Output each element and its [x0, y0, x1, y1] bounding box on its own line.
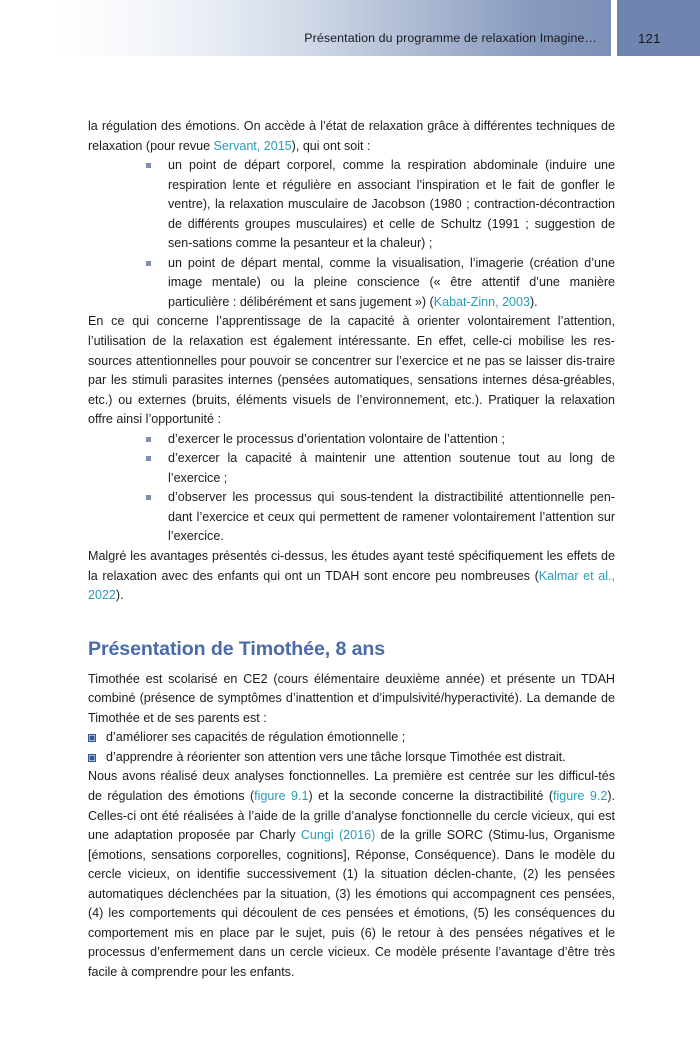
figure-link-9-1[interactable]: figure 9.1 — [254, 788, 309, 803]
list-item — [88, 728, 615, 748]
attention-paragraph: En ce qui concerne l’apprentissage de la capacité à orienter volontairement l’attention, l’utilisation de la relaxation est également intéressante. En effet, celle-ci mobilise les res-sources attentionnelles pour pouvoir se concentrer sur l’exercice et ne pas se laisser dis-traire par les stimuli parasites internes (pensées automatiques, sensations internes désa-gréables, etc.) ou externes (bruits, éléments visuels de l’environnement, etc.). Pratiquer la relaxation offre ainsi l’opportunité : — [88, 314, 615, 427]
list-item-text: un point de départ corporel, comme la respiration abdominale (induire une respiration lente et régulière en associant l’inspiration et le fait de gonfler le ventre), la relaxation musculaire de Jacobson (1980 ; contraction-décontraction de différents groupes musculaires) et celle de Schultz (1991 ; suggestion de sen-sations comme la pesanteur et la chaleur) ; — [168, 158, 615, 251]
list-item-text-before: un point de départ mental, comme la visualisation, l’imagerie (création d’une image mentale) ou la pleine conscience (« être attentif d’une manière particulière : délibérément et sans jugement ») ( — [168, 255, 615, 309]
tdah-studies-text-before: Malgré les avantages présentés ci-dessus, les études ayant testé spécifiquement les effets de la relaxation avec des enfants qui ont un TDAH sont encore peu nombreuses ( — [88, 549, 615, 583]
citation-link-kabat-zinn[interactable]: Kabat-Zinn, 2003 — [433, 294, 530, 309]
tdah-studies-paragraph — [88, 547, 615, 606]
functional-analysis-text-2: ) et la seconde concerne la distractibilité ( — [308, 788, 554, 803]
functional-analysis-text-3: ). Celles-ci ont été réalisées à l’aide de la grille d’analyse fonctionnelle du cercle vicieux, qui est une adaptation proposée par Charly — [88, 788, 615, 843]
intro-paragraph-text-after: ), qui ont soit : — [291, 138, 371, 153]
page-running-head — [0, 0, 700, 56]
list-item-text-after: ). — [529, 294, 538, 309]
page-body-column — [88, 117, 615, 982]
list-item — [145, 156, 615, 254]
intro-paragraph — [88, 117, 615, 156]
list-item — [145, 488, 615, 547]
header-gradient-band — [0, 0, 611, 56]
list-item-text: d’apprendre à réorienter son attention vers une tâche lorsque Timothée est distrait. — [106, 749, 566, 764]
relaxation-opportunities-list — [88, 430, 615, 547]
list-item — [88, 748, 615, 768]
heading-spacer-bottom — [88, 662, 615, 670]
figure-link-9-2[interactable]: figure 9.2 — [553, 788, 608, 803]
functional-analysis-text-4: de la grille SORC (Stimu-lus, Organisme [émotions, sensations corporelles, cognitions], Réponse, Conséquence). Dans le modèle du cercle vicieux, on identifie successivement (1) la situation déclen-chante, (2) les pensées automatiques déclenchées par la situation, (3) les émotions qui accompagnent ces pensées, (4) les comportements qui découlent de ces pensées et émotions, (5) les conséquences du comportement mis en place par le sujet, puis (6) le retour à des pensées négatives et le processus d’enfermement dans un cercle vicieux. Ce modèle présente l’avantage d’être très facile à comprendre pour les enfants. — [88, 828, 615, 979]
citation-link-kalmar[interactable]: Kalmar et al., 2022 — [88, 568, 615, 603]
page-number-box — [617, 0, 700, 56]
timothee-description-paragraph: Timothée est scolarisé en CE2 (cours élémentaire deuxième année) et présente un TDAH combiné (présence de symptômes d’inattention et d’impulsivité/hyperactivité). La demande de Timothée et de ses parents est : — [88, 671, 615, 725]
list-item-text: d’exercer le processus d’orientation volontaire de l’attention ; — [168, 431, 505, 446]
section-heading-timothee: Présentation de Timothée, 8 ans — [88, 637, 386, 660]
citation-link-servant[interactable]: Servant, 2015 — [213, 138, 292, 153]
citation-link-cungi[interactable]: Cungi (2016) — [300, 828, 376, 843]
list-item — [145, 430, 615, 450]
list-item — [145, 254, 615, 313]
timothee-demands-list — [88, 728, 615, 767]
list-item-text: d’améliorer ses capacités de régulation émotionnelle ; — [106, 730, 406, 745]
list-item-text: d’exercer la capacité à maintenir une attention soutenue tout au long de l’exercice ; — [168, 451, 615, 485]
functional-analysis-paragraph — [88, 767, 615, 982]
functional-analysis-text-1: Nous avons réalisé deux analyses fonctionnelles. La première est centrée sur les difficul-tés de régulation des émotions ( — [88, 769, 615, 803]
running-head-title: Présentation du programme de relaxation Imagine… — [304, 31, 597, 45]
page-number: 121 — [638, 31, 661, 46]
list-item — [145, 449, 615, 488]
relaxation-techniques-list — [88, 156, 615, 312]
heading-spacer — [88, 606, 615, 636]
list-item-text: d’observer les processus qui sous-tendent la distractibilité attentionnelle pen-dant l’exercice et ceux qui permettent de ramener volontairement l’attention sur l’exercice. — [168, 490, 615, 544]
intro-paragraph-text-before: la régulation des émotions. On accède à l’état de relaxation grâce à différentes techniques de relaxation (pour revue — [88, 119, 615, 153]
tdah-studies-text-after: ). — [115, 588, 124, 603]
